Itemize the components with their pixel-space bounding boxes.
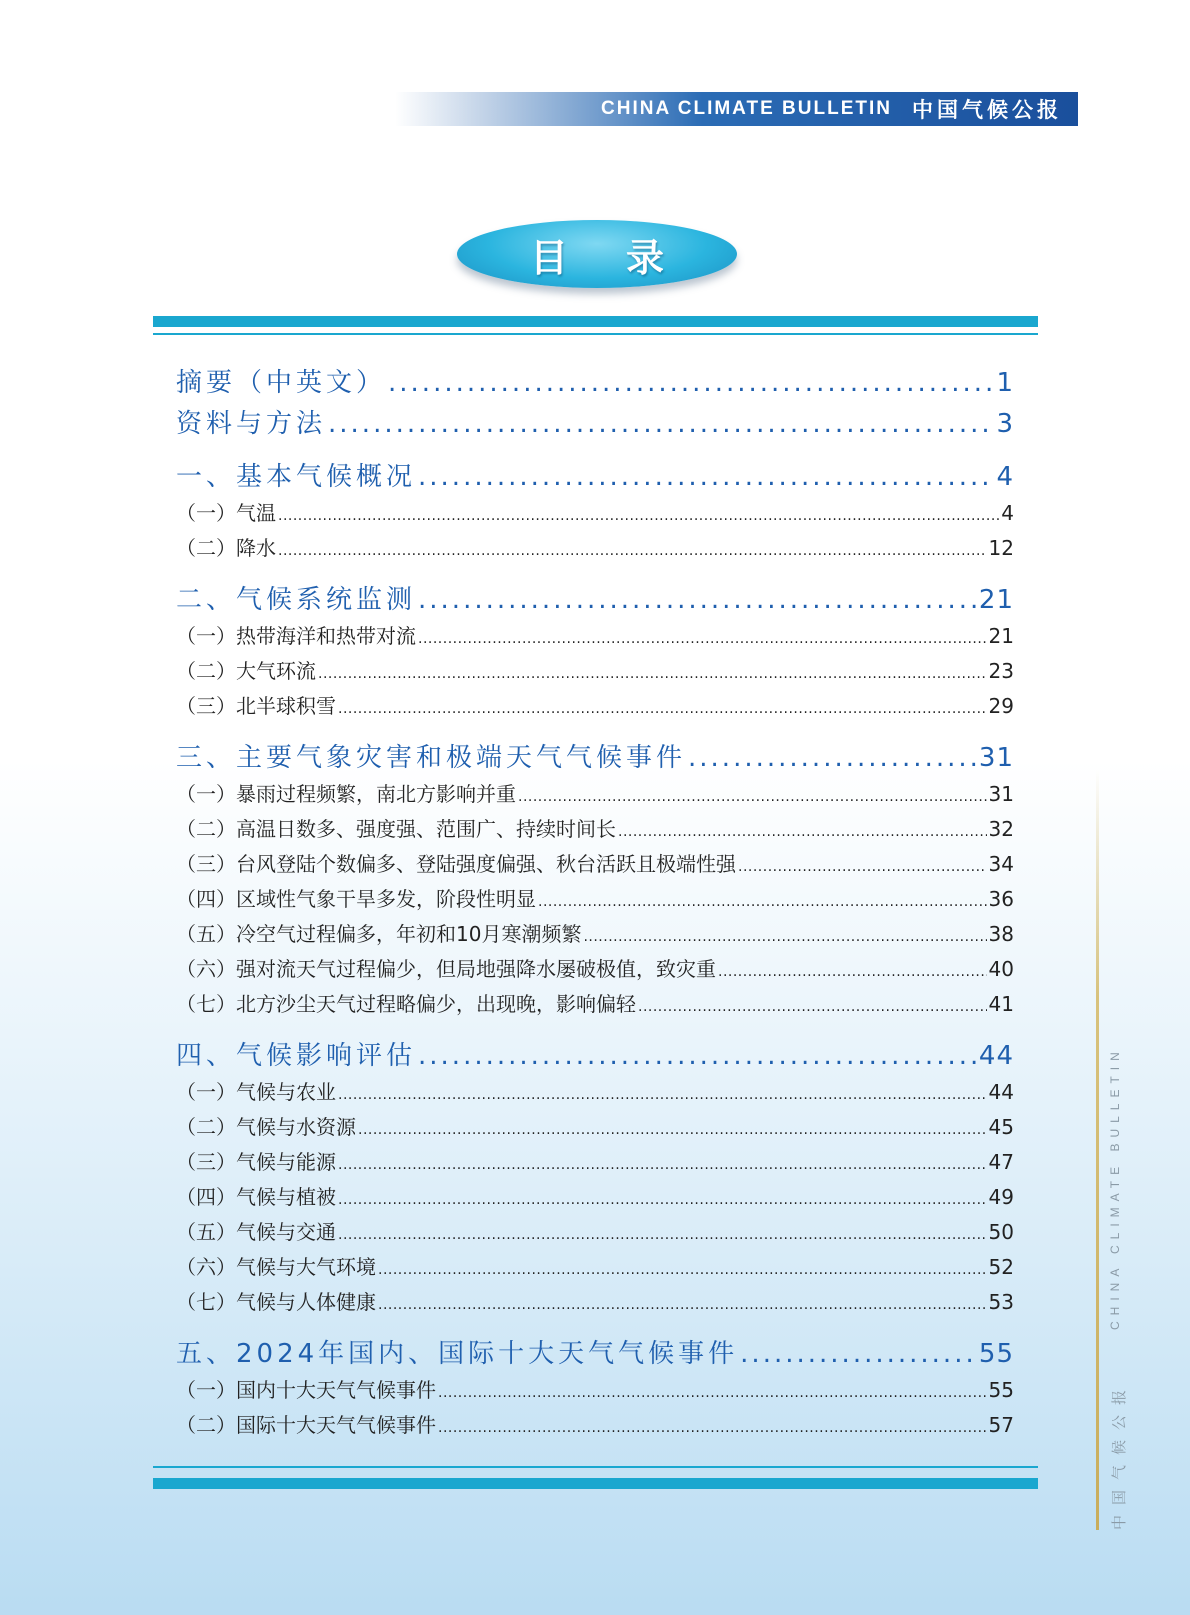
toc-subsection-entry[interactable] (176, 1409, 1014, 1444)
toc-entry-label: 三、主要气象灾害和极端天气气候事件 (176, 743, 687, 773)
toc-entry-label: （五）气候与交通 (176, 1220, 336, 1244)
toc-entry-label: （七）北方沙尘天气过程略偏少，出现晚，影响偏轻 (176, 992, 636, 1016)
side-title-cn: 中国气候公报 (1110, 1379, 1128, 1530)
toc-subsection-entry[interactable] (176, 1216, 1014, 1251)
toc-entry-label: （一）气温 (176, 501, 276, 525)
toc-spacer (176, 1321, 1014, 1333)
dot-leader (338, 701, 987, 717)
dot-leader (740, 1339, 977, 1369)
toc-entry-page: 32 (988, 817, 1014, 841)
toc-entry-label: （一）暴雨过程频繁，南北方影响并重 (176, 782, 516, 806)
toc-entry-label: （一）热带海洋和热带对流 (176, 624, 416, 648)
toc-section-entry[interactable] (176, 1333, 1014, 1374)
toc-spacer (176, 1023, 1014, 1035)
toc-entry-page: 41 (988, 992, 1014, 1016)
toc-section-entry[interactable] (176, 579, 1014, 620)
toc-entry-page: 34 (988, 852, 1014, 876)
dot-leader (338, 1157, 987, 1173)
dot-leader (378, 1297, 987, 1313)
toc-entry-label: （六）气候与大气环境 (176, 1255, 376, 1279)
title-badge (457, 220, 737, 288)
toc-entry-label: （六）强对流天气过程偏少，但局地强降水屡破极值，致灾重 (176, 957, 716, 981)
dot-leader (418, 462, 994, 492)
toc-subsection-entry[interactable] (176, 1076, 1014, 1111)
dot-leader (583, 929, 986, 945)
toc-subsection-entry[interactable] (176, 532, 1014, 567)
toc-entry-page: 44 (988, 1080, 1014, 1104)
toc-section-entry[interactable] (176, 456, 1014, 497)
toc-entry-page: 50 (988, 1220, 1014, 1244)
dot-leader (438, 1385, 987, 1401)
toc-entry-page: 38 (988, 922, 1014, 946)
dot-leader (438, 1420, 987, 1436)
toc-entry-page: 12 (988, 536, 1014, 560)
toc-section-entry[interactable] (176, 1035, 1014, 1076)
dot-leader (418, 631, 987, 647)
toc-spacer (176, 725, 1014, 737)
toc-subsection-entry[interactable] (176, 778, 1014, 813)
toc-subsection-entry[interactable] (176, 988, 1014, 1023)
toc-entry-page: 4 (996, 462, 1014, 492)
dot-leader (688, 743, 977, 773)
toc-entry-label: （一）气候与农业 (176, 1080, 336, 1104)
toc-section-entry[interactable] (176, 737, 1014, 778)
toc-entry-label: （二）气候与水资源 (176, 1115, 356, 1139)
toc-entry-page: 21 (978, 585, 1014, 615)
toc-entry-page: 40 (988, 957, 1014, 981)
toc-subsection-entry[interactable] (176, 953, 1014, 988)
toc-subsection-entry[interactable] (176, 848, 1014, 883)
toc-entry-page: 4 (1001, 501, 1014, 525)
toc-subsection-entry[interactable] (176, 1374, 1014, 1409)
toc-spacer (176, 567, 1014, 579)
toc-entry-label: （二）大气环流 (176, 659, 316, 683)
toc-subsection-entry[interactable] (176, 690, 1014, 725)
toc-entry-label: （二）降水 (176, 536, 276, 560)
toc-subsection-entry[interactable] (176, 1181, 1014, 1216)
toc-entry-label: （七）气候与人体健康 (176, 1290, 376, 1314)
dot-leader (618, 824, 987, 840)
dot-leader (328, 409, 994, 439)
dot-leader (388, 368, 994, 398)
toc-subsection-entry[interactable] (176, 918, 1014, 953)
toc-entry-page: 3 (996, 409, 1014, 439)
dot-leader (518, 789, 987, 805)
top-rule-thick (153, 316, 1038, 327)
dot-leader (418, 1041, 977, 1071)
header-banner (395, 92, 1078, 126)
header-title-cn: 中国气候公报 (912, 98, 1062, 122)
toc-spacer (176, 444, 1014, 456)
toc-entry-label: （三）台风登陆个数偏多、登陆强度偏强、秋台活跃且极端性强 (176, 852, 736, 876)
toc-entry-page: 23 (988, 659, 1014, 683)
dot-leader (278, 508, 999, 524)
toc-section-entry[interactable] (176, 403, 1014, 444)
toc-subsection-entry[interactable] (176, 1146, 1014, 1181)
toc-subsection-entry[interactable] (176, 1286, 1014, 1321)
toc-entry-page: 31 (978, 743, 1014, 773)
dot-leader (418, 585, 977, 615)
toc-entry-page: 29 (988, 694, 1014, 718)
toc-entry-page: 21 (988, 624, 1014, 648)
top-rule-thin (153, 333, 1038, 335)
toc-entry-page: 52 (988, 1255, 1014, 1279)
toc-entry-label: （二）国际十大天气气候事件 (176, 1413, 436, 1437)
toc-entry-label: （三）气候与能源 (176, 1150, 336, 1174)
bottom-rule-thick (153, 1478, 1038, 1489)
dot-leader (738, 859, 987, 875)
dot-leader (278, 543, 987, 559)
toc-entry-page: 1 (996, 368, 1014, 398)
dot-leader (338, 1087, 987, 1103)
toc-entry-label: 五、2024年国内、国际十大天气气候事件 (176, 1339, 739, 1369)
toc-entry-page: 36 (988, 887, 1014, 911)
toc-entry-page: 47 (988, 1150, 1014, 1174)
toc-entry-label: （四）区域性气象干旱多发，阶段性明显 (176, 887, 536, 911)
toc-entry-page: 31 (988, 782, 1014, 806)
toc-subsection-entry[interactable] (176, 1251, 1014, 1286)
toc-entry-label: 摘要（中英文） (176, 368, 387, 398)
toc-entry-label: （二）高温日数多、强度强、范围广、持续时间长 (176, 817, 616, 841)
header-title-en: CHINA CLIMATE BULLETIN (601, 98, 892, 119)
toc-subsection-entry[interactable] (176, 1111, 1014, 1146)
toc-entry-label: 二、气候系统监测 (176, 585, 417, 615)
dot-leader (358, 1122, 987, 1138)
toc-entry-page: 44 (978, 1041, 1014, 1071)
side-decoration-line (1096, 770, 1099, 1530)
toc-entry-label: （三）北半球积雪 (176, 694, 336, 718)
toc-subsection-entry[interactable] (176, 813, 1014, 848)
toc-entry-label: （四）气候与植被 (176, 1185, 336, 1209)
dot-leader (318, 666, 987, 682)
toc-subsection-entry[interactable] (176, 497, 1014, 532)
toc-subsection-entry[interactable] (176, 655, 1014, 690)
toc-entry-page: 55 (988, 1378, 1014, 1402)
toc-entry-label: （五）冷空气过程偏多，年初和10月寒潮频繁 (176, 922, 582, 946)
dot-leader (338, 1192, 987, 1208)
toc-entry-label: （一）国内十大天气气候事件 (176, 1378, 436, 1402)
table-of-contents (176, 362, 1014, 1444)
toc-entry-page: 45 (988, 1115, 1014, 1139)
toc-section-entry[interactable] (176, 362, 1014, 403)
side-title-en: CHINA CLIMATE BULLETIN (1108, 1046, 1122, 1330)
toc-entry-label: 四、气候影响评估 (176, 1041, 417, 1071)
toc-entry-page: 57 (988, 1413, 1014, 1437)
toc-entry-label: 一、基本气候概况 (176, 462, 417, 492)
toc-subsection-entry[interactable] (176, 620, 1014, 655)
toc-entry-page: 49 (988, 1185, 1014, 1209)
toc-subsection-entry[interactable] (176, 883, 1014, 918)
dot-leader (718, 964, 987, 980)
dot-leader (538, 894, 987, 910)
dot-leader (338, 1227, 987, 1243)
dot-leader (378, 1262, 987, 1278)
dot-leader (638, 999, 987, 1015)
toc-entry-page: 53 (988, 1290, 1014, 1314)
page-title: 目录 (529, 235, 722, 280)
toc-entry-page: 55 (978, 1339, 1014, 1369)
toc-entry-label: 资料与方法 (176, 409, 327, 439)
bottom-rule-thin (153, 1466, 1038, 1468)
